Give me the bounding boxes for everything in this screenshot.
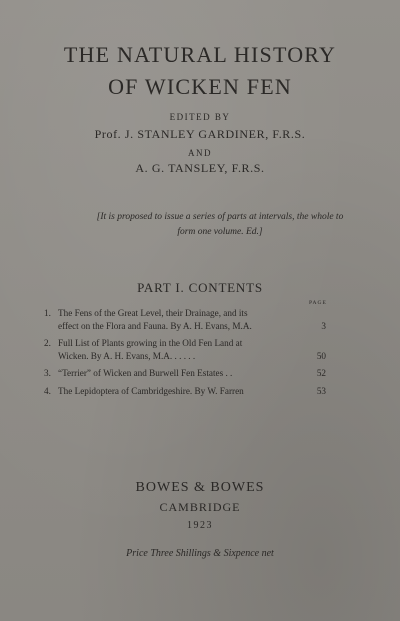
page-column-label: PAGE [309, 300, 327, 306]
entry-line: “Terrier” of Wicken and Burwell Fen Estates . . [58, 368, 233, 378]
entry-number: 2. [44, 338, 51, 348]
editor-2: A. G. TANSLEY, F.R.S. [135, 161, 265, 175]
contents-entry [44, 337, 326, 362]
entry-page: 53 [316, 385, 326, 396]
entry-line: effect on the Flora and Fauna. By A. H. Evans, M.A. [58, 320, 252, 331]
entry-line: Wicken. By A. H. Evans, M.A. . . . . . [58, 350, 196, 361]
contents-entry [44, 385, 326, 398]
entry-text [58, 307, 326, 332]
entry-number: 1. [44, 308, 51, 318]
entry-page: 3 [321, 320, 326, 331]
entry-line: Full List of Plants growing in the Old Fen Land at [58, 338, 243, 348]
entry-page: 50 [316, 350, 326, 361]
publisher-city: CAMBRIDGE [159, 500, 241, 514]
entry-text [58, 385, 326, 398]
entry-page: 52 [316, 368, 326, 378]
title-line-1: THE NATURAL HISTORY [63, 42, 337, 67]
edited-by-label: EDITED BY [169, 112, 231, 122]
entry-text [58, 367, 326, 380]
and-label: AND [188, 148, 212, 158]
contents-list [44, 307, 326, 402]
contents-entry [44, 367, 326, 380]
entry-line: The Fens of the Great Level, their Drainage, and its [58, 308, 248, 318]
publication-year: 1923 [187, 520, 213, 531]
publisher-name: BOWES & BOWES [135, 480, 265, 495]
editorial-note: [It is proposed to issue a series of parts at intervals, the whole to form one volume. Ed.] [96, 212, 344, 237]
price-line: Price Three Shillings & Sixpence net [126, 548, 274, 559]
entry-number: 4. [44, 385, 51, 396]
contents-entry [44, 307, 326, 332]
contents-heading: PART I. CONTENTS [137, 280, 263, 295]
entry-number: 3. [44, 368, 51, 378]
title-line-2: OF WICKEN FEN [108, 74, 292, 99]
editor-1: Prof. J. STANLEY GARDINER, F.R.S. [94, 127, 306, 141]
entry-line: The Lepidoptera of Cambridgeshire. By W. Farren [58, 385, 244, 396]
entry-text [58, 337, 326, 362]
